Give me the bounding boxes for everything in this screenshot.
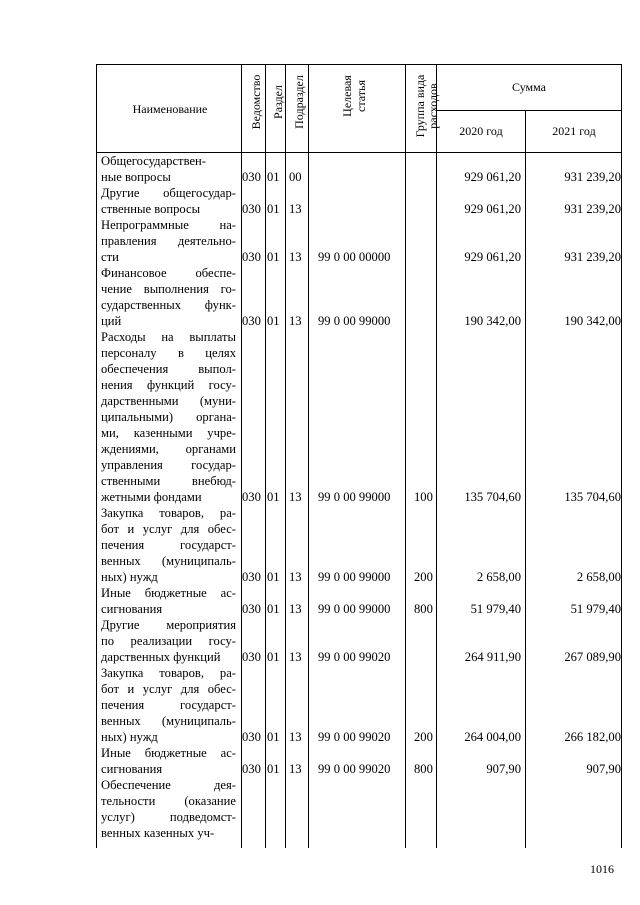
row-name-line: персоналу в целях (101, 346, 236, 360)
row-group: 200 (414, 570, 433, 584)
row-name-line: чение выполнения го- (101, 282, 236, 296)
row-name (101, 777, 236, 841)
row-group: 800 (414, 762, 433, 776)
row-name-line: услуг) подведомст- (101, 810, 236, 824)
row-podrazdel: 13 (289, 490, 302, 504)
row-name-line: ждениями, органами (101, 442, 236, 456)
table-border-left (96, 64, 97, 848)
row-sum-2020: 929 061,20 (464, 250, 521, 264)
row-podrazdel: 13 (289, 202, 302, 216)
row-name-line: Другие мероприятия (101, 618, 236, 632)
row-name-line: ций (101, 314, 122, 328)
row-name (101, 265, 236, 329)
row-name-line: печения государст- (101, 698, 236, 712)
row-name-line: Закупка товаров, ра- (101, 666, 236, 680)
row-podrazdel: 13 (289, 650, 302, 664)
sum-divider (436, 110, 622, 111)
header-target-line1: Целевая (340, 75, 354, 117)
row-razdel: 01 (267, 602, 280, 616)
header-group-line1: Группа вида (413, 74, 427, 138)
row-razdel: 01 (267, 762, 280, 776)
row-name (101, 617, 236, 665)
row-razdel: 01 (267, 730, 280, 744)
row-name-line: сударственных функ- (101, 298, 236, 312)
row-name-line: ственными внебюд- (101, 474, 236, 488)
row-sum-2021: 135 704,60 (564, 490, 621, 504)
row-vedomstvo: 030 (242, 490, 261, 504)
row-name-line: Расходы на выплаты (101, 330, 236, 344)
row-name-line: тельности (оказание (101, 794, 236, 808)
row-name-line: сигнования (101, 602, 163, 616)
row-sum-2021: 931 239,20 (564, 170, 621, 184)
row-name-line: ципальными) органа- (101, 410, 236, 424)
row-name (101, 185, 236, 217)
row-target: 99 0 00 00000 (318, 250, 391, 264)
row-name (101, 745, 236, 777)
row-name (101, 585, 236, 617)
header-year-2020: 2020 год (459, 124, 503, 138)
row-name-line: Иные бюджетные ас- (101, 746, 236, 760)
header-year-2021: 2021 год (552, 124, 596, 138)
row-sum-2021: 931 239,20 (564, 202, 621, 216)
row-sum-2021: 266 182,00 (564, 730, 621, 744)
row-sum-2021: 51 979,40 (570, 602, 621, 616)
row-name-line: управления государ- (101, 458, 236, 472)
row-target: 99 0 00 99000 (318, 314, 391, 328)
row-sum-2020: 929 061,20 (464, 202, 521, 216)
row-name-line: венных казенных уч- (101, 826, 215, 840)
row-podrazdel: 13 (289, 602, 302, 616)
row-target: 99 0 00 99020 (318, 762, 391, 776)
row-name-line: ных) нужд (101, 570, 158, 584)
row-sum-2021: 907,90 (586, 762, 621, 776)
row-target: 99 0 00 99000 (318, 490, 391, 504)
row-razdel: 01 (267, 490, 280, 504)
row-podrazdel: 13 (289, 762, 302, 776)
row-name-line: дарственными (муни- (101, 394, 236, 408)
table-border-right (621, 64, 622, 848)
row-name-line: венных (муниципаль- (101, 554, 236, 568)
row-name-line: сигнования (101, 762, 163, 776)
row-name-line: печения государст- (101, 538, 236, 552)
row-sum-2021: 267 089,90 (564, 650, 621, 664)
row-podrazdel: 13 (289, 250, 302, 264)
row-name-line: Обеспечение дея- (101, 778, 236, 792)
row-name-line: жетными фондами (101, 490, 202, 504)
row-name-line: бот и услуг для обес- (101, 682, 236, 696)
row-vedomstvo: 030 (242, 730, 261, 744)
page-number: 1016 (590, 862, 614, 876)
row-sum-2021: 190 342,00 (564, 314, 621, 328)
row-name-line: ных) нужд (101, 730, 158, 744)
row-sum-2020: 51 979,40 (470, 602, 521, 616)
row-sum-2020: 264 911,90 (464, 650, 521, 664)
row-name-line: Другие общегосудар- (101, 186, 236, 200)
row-name-line: венных (муниципаль- (101, 714, 236, 728)
row-name (101, 153, 236, 185)
header-sum: Сумма (512, 80, 546, 94)
header-name: Наименование (132, 102, 208, 116)
row-name-line: по реализации госу- (101, 634, 236, 648)
row-vedomstvo: 030 (242, 314, 261, 328)
row-podrazdel: 13 (289, 314, 302, 328)
row-name-line: дарственных функций (101, 650, 221, 664)
row-vedomstvo: 030 (242, 570, 261, 584)
header-target-line2: статья (354, 80, 368, 112)
row-sum-2020: 929 061,20 (464, 170, 521, 184)
row-target: 99 0 00 99020 (318, 730, 391, 744)
row-name (101, 217, 236, 265)
row-podrazdel: 13 (289, 570, 302, 584)
row-sum-2020: 2 658,00 (476, 570, 521, 584)
row-vedomstvo: 030 (242, 170, 261, 184)
row-podrazdel: 13 (289, 730, 302, 744)
row-razdel: 01 (267, 570, 280, 584)
row-razdel: 01 (267, 250, 280, 264)
row-name-line: правления деятельно- (101, 234, 236, 248)
row-group: 100 (414, 490, 433, 504)
row-razdel: 01 (267, 314, 280, 328)
row-name-line: Закупка товаров, ра- (101, 506, 236, 520)
header-razdel: Раздел (271, 85, 285, 119)
row-name (101, 329, 236, 505)
row-vedomstvo: 030 (242, 762, 261, 776)
row-name-line: ми, казенными учре- (101, 426, 236, 440)
row-name-line: Иные бюджетные ас- (101, 586, 236, 600)
row-group: 800 (414, 602, 433, 616)
row-target: 99 0 00 99020 (318, 650, 391, 664)
row-sum-2020: 135 704,60 (464, 490, 521, 504)
row-sum-2020: 907,90 (486, 762, 521, 776)
row-razdel: 01 (267, 170, 280, 184)
row-podrazdel: 00 (289, 170, 302, 184)
row-name-line: Финансовое обеспе- (101, 266, 236, 280)
row-vedomstvo: 030 (242, 250, 261, 264)
row-sum-2021: 2 658,00 (576, 570, 621, 584)
row-name-line: нения функций госу- (101, 378, 236, 392)
row-sum-2020: 264 004,00 (464, 730, 521, 744)
row-name-line: ственные вопросы (101, 202, 201, 216)
header-vedomstvo: Ведомство (249, 74, 263, 130)
header-group-line2: расходов (426, 83, 440, 129)
row-sum-2020: 190 342,00 (464, 314, 521, 328)
row-group: 200 (414, 730, 433, 744)
row-name (101, 505, 236, 585)
row-target: 99 0 00 99000 (318, 570, 391, 584)
row-razdel: 01 (267, 202, 280, 216)
row-sum-2021: 931 239,20 (564, 250, 621, 264)
row-target: 99 0 00 99000 (318, 602, 391, 616)
row-name-line: ные вопросы (101, 170, 171, 184)
row-name (101, 665, 236, 745)
row-name-line: сти (101, 250, 119, 264)
header-podrazdel: Подраздел (292, 75, 306, 129)
row-name-line: бот и услуг для обес- (101, 522, 236, 536)
row-vedomstvo: 030 (242, 650, 261, 664)
row-name-line: обеспечения выпол- (101, 362, 236, 376)
row-razdel: 01 (267, 650, 280, 664)
row-vedomstvo: 030 (242, 602, 261, 616)
row-name-line: Непрограммные на- (101, 218, 236, 232)
row-vedomstvo: 030 (242, 202, 261, 216)
row-name-line: Общегосударствен- (101, 154, 206, 168)
